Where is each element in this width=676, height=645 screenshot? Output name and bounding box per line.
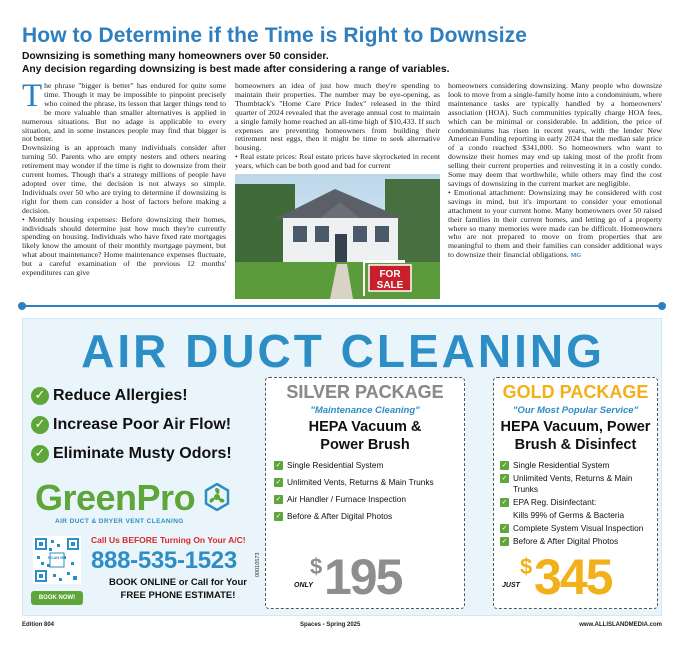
- article-column-2: [235, 82, 440, 171]
- paragraph: The phrase "bigger is better" has endured for quite some time. Though it may be impossible to pinpoint precisely who coined the phrase, its lesson that larger things tend to be more valuable than smaller alternatives is applied in numerous situations. But no adage is applicable to every situation, and in some instances people may find that bigger is not better.: [22, 78, 226, 144]
- checkbox-icon: ✓: [501, 524, 508, 532]
- price-value: 195: [324, 549, 402, 605]
- logo-tagline: AIR DUCT & DRYER VENT CLEANING: [55, 518, 184, 525]
- benefit-item: ✓ Reduce Allergies!: [31, 383, 232, 408]
- benefit-list: [31, 383, 232, 470]
- checkbox-icon: ✓: [275, 512, 282, 520]
- list-item: ✓ Single Residential System: [275, 460, 384, 470]
- check-circle-icon: ✓: [31, 416, 49, 434]
- paragraph: • Monthly housing expenses: Before downsizing their homes, individuals should determine just how much they're currently spending on housing. Individuals who have fixed rate mortgages likely know the amount of their monthly mortgage payment, but what about maintenance? Home maintenance expenses fluctuate, but a careful examination of the previous 12 months' expenditures can give: [22, 214, 226, 278]
- article-headline: How to Determine if the Time is Right to Downsize: [22, 24, 528, 47]
- silver-package-heading: SILVER PACKAGE: [266, 380, 464, 404]
- currency-symbol: $: [520, 554, 533, 579]
- price-label: JUST: [502, 582, 520, 589]
- silver-package-card: [265, 377, 465, 609]
- article-column-1: [22, 78, 226, 278]
- list-item: ✓ Air Handler / Furnace Inspection: [275, 494, 406, 504]
- list-item-detail: Kills 99% of Germs & Bacteria: [513, 510, 625, 520]
- drop-cap: T: [22, 78, 43, 114]
- section-divider: [22, 305, 662, 307]
- air-duct-advertisement: [22, 318, 662, 616]
- paragraph: • Real estate prices: Real estate prices have skyrocketed in recent years, which can be both good and bad for current: [235, 152, 440, 171]
- gold-package-subtitle: "Our Most Popular Service": [512, 405, 639, 416]
- qr-scan-text: SCAN ME: [47, 555, 67, 560]
- for-sale-house-photo: [235, 174, 440, 299]
- list-item: ✓ EPA Reg. Disinfectant:: [501, 497, 597, 507]
- house-photo-illustration: [235, 174, 440, 299]
- list-item: ✓ Before & After Digital Photos: [501, 536, 619, 546]
- list-item: ✓ Before & After Digital Photos: [275, 511, 393, 521]
- benefit-item: ✓ Eliminate Musty Odors!: [31, 441, 232, 466]
- paragraph: Downsizing is an approach many individuals consider after turning 50. Parents who are empty nesters and others nearing retirement may wonder if the time is right to downsize from their current homes. Though that's a strategy millions of people have adopted over time, the decision is not always so simple. Individuals over 50 who are trying to determine if downsizing is right for them can consider a host of factors before making a decision.: [22, 143, 226, 215]
- qr-code[interactable]: [33, 536, 81, 584]
- gold-feature-list: [500, 460, 657, 547]
- ad-code: 00010573: [255, 552, 261, 577]
- end-mark: MG: [570, 253, 582, 260]
- ad-title: AIR DUCT CLEANING: [81, 325, 605, 377]
- list-item: ✓ Unlimited Vents, Returns & Main Trunks: [501, 473, 633, 494]
- book-now-button[interactable]: BOOK NOW!: [31, 591, 83, 605]
- footer-website[interactable]: www.ALLISLANDMEDIA.com: [579, 622, 662, 628]
- sign-text-for: FOR: [379, 269, 401, 280]
- gold-package-card: [493, 377, 658, 609]
- subhead-line-2: Any decision regarding downsizing is best made after considering a range of variables.: [22, 63, 450, 75]
- price-value: 345: [534, 549, 612, 605]
- call-before-text: Call Us BEFORE Turning On Your A/C!: [91, 535, 246, 545]
- list-item: ✓ Unlimited Vents, Returns & Main Trunks: [275, 477, 434, 487]
- sign-text-sale: SALE: [376, 280, 404, 291]
- gold-price: [494, 549, 657, 605]
- silver-price: [266, 549, 464, 605]
- article-subhead: [22, 51, 662, 76]
- checkbox-icon: ✓: [501, 461, 508, 469]
- silver-package-title: HEPA Vacuum & Power Brush: [308, 419, 422, 453]
- checkbox-icon: ✓: [501, 498, 508, 506]
- checkbox-icon: ✓: [501, 537, 508, 545]
- gold-package-title: HEPA Vacuum, Power Brush & Disinfect: [500, 419, 651, 453]
- gold-package-heading: GOLD PACKAGE: [494, 380, 657, 404]
- fan-logo-icon: [203, 483, 231, 516]
- list-item: ✓ Single Residential System: [501, 460, 610, 470]
- paragraph: homeowners considering downsizing. Many people who downsize look to move from a single-family home into a condominium, where maintenance tasks are typically handled by a homeowners' association (HOA). Such communities typically charge HOA fees, which can be minimal or considerable. In addition, the price of condominiums has risen in recent years, with the lender New American Funding reporting in early 2024 that the median sale price of a condo reached $341,000. So homeowners who want to downsize their homes may end up taking most of the profit from selling their current properties and reinvesting it in a costly condo. Some may deem that worthwhile, while others may find the cost savings of downsizing in the current market are negligible.: [448, 81, 662, 188]
- greenpro-logo: [35, 479, 255, 525]
- logo-wordmark: GreenPro: [35, 477, 196, 518]
- article-body: [22, 78, 662, 302]
- silver-package-subtitle: "Maintenance Cleaning": [310, 405, 420, 416]
- paragraph: • Emotional attachment: Downsizing may be considered with cost savings in mind, but it's important to consider your emotional attachment to your current home. Many homeowners over 50 raised their families in their current homes, and letting go of a property where so many memories were made can be difficult. Homeowners who are not prepared to move on from properties that are meaningful to them and their families can consider additional ways to downsize their financial obligations. MG: [448, 187, 662, 260]
- footer-issue: Spaces - Spring 2025: [300, 622, 361, 628]
- checkbox-icon: ✓: [501, 474, 508, 482]
- phone-number[interactable]: 888-535-1523: [91, 547, 237, 574]
- currency-symbol: $: [310, 554, 323, 579]
- article-column-3: [448, 82, 662, 261]
- checkbox-icon: ✓: [275, 495, 282, 503]
- book-online-text: BOOK ONLINE or Call for Your FREE PHONE ESTIMATE!: [109, 577, 247, 601]
- check-circle-icon: ✓: [31, 445, 49, 463]
- subhead-line-1: Downsizing is something many homeowners over 50 consider.: [22, 51, 329, 62]
- checkbox-icon: ✓: [275, 478, 282, 486]
- paragraph: homeowners an idea of just how much they're spending to maintain their properties. The number may be eye-opening, as Thumbtack's "Home Care Price Index" released in the third quarter of 2024 revealed that the average annual cost to maintain a single family home reached an all-time high of $10,433. If such expenses are preventing homeowners from building their retirement nest eggs, then it might be time to seek alternative housing.: [235, 81, 440, 153]
- footer-edition: Edition 804: [22, 622, 55, 628]
- price-label: ONLY: [294, 582, 313, 589]
- checkbox-icon: ✓: [275, 461, 282, 469]
- benefit-item: ✓ Increase Poor Air Flow!: [31, 412, 232, 437]
- list-item: ✓ Complete System Visual Inspection: [501, 523, 644, 533]
- contact-block: [31, 531, 261, 613]
- check-circle-icon: ✓: [31, 387, 49, 405]
- silver-feature-list: [274, 460, 464, 522]
